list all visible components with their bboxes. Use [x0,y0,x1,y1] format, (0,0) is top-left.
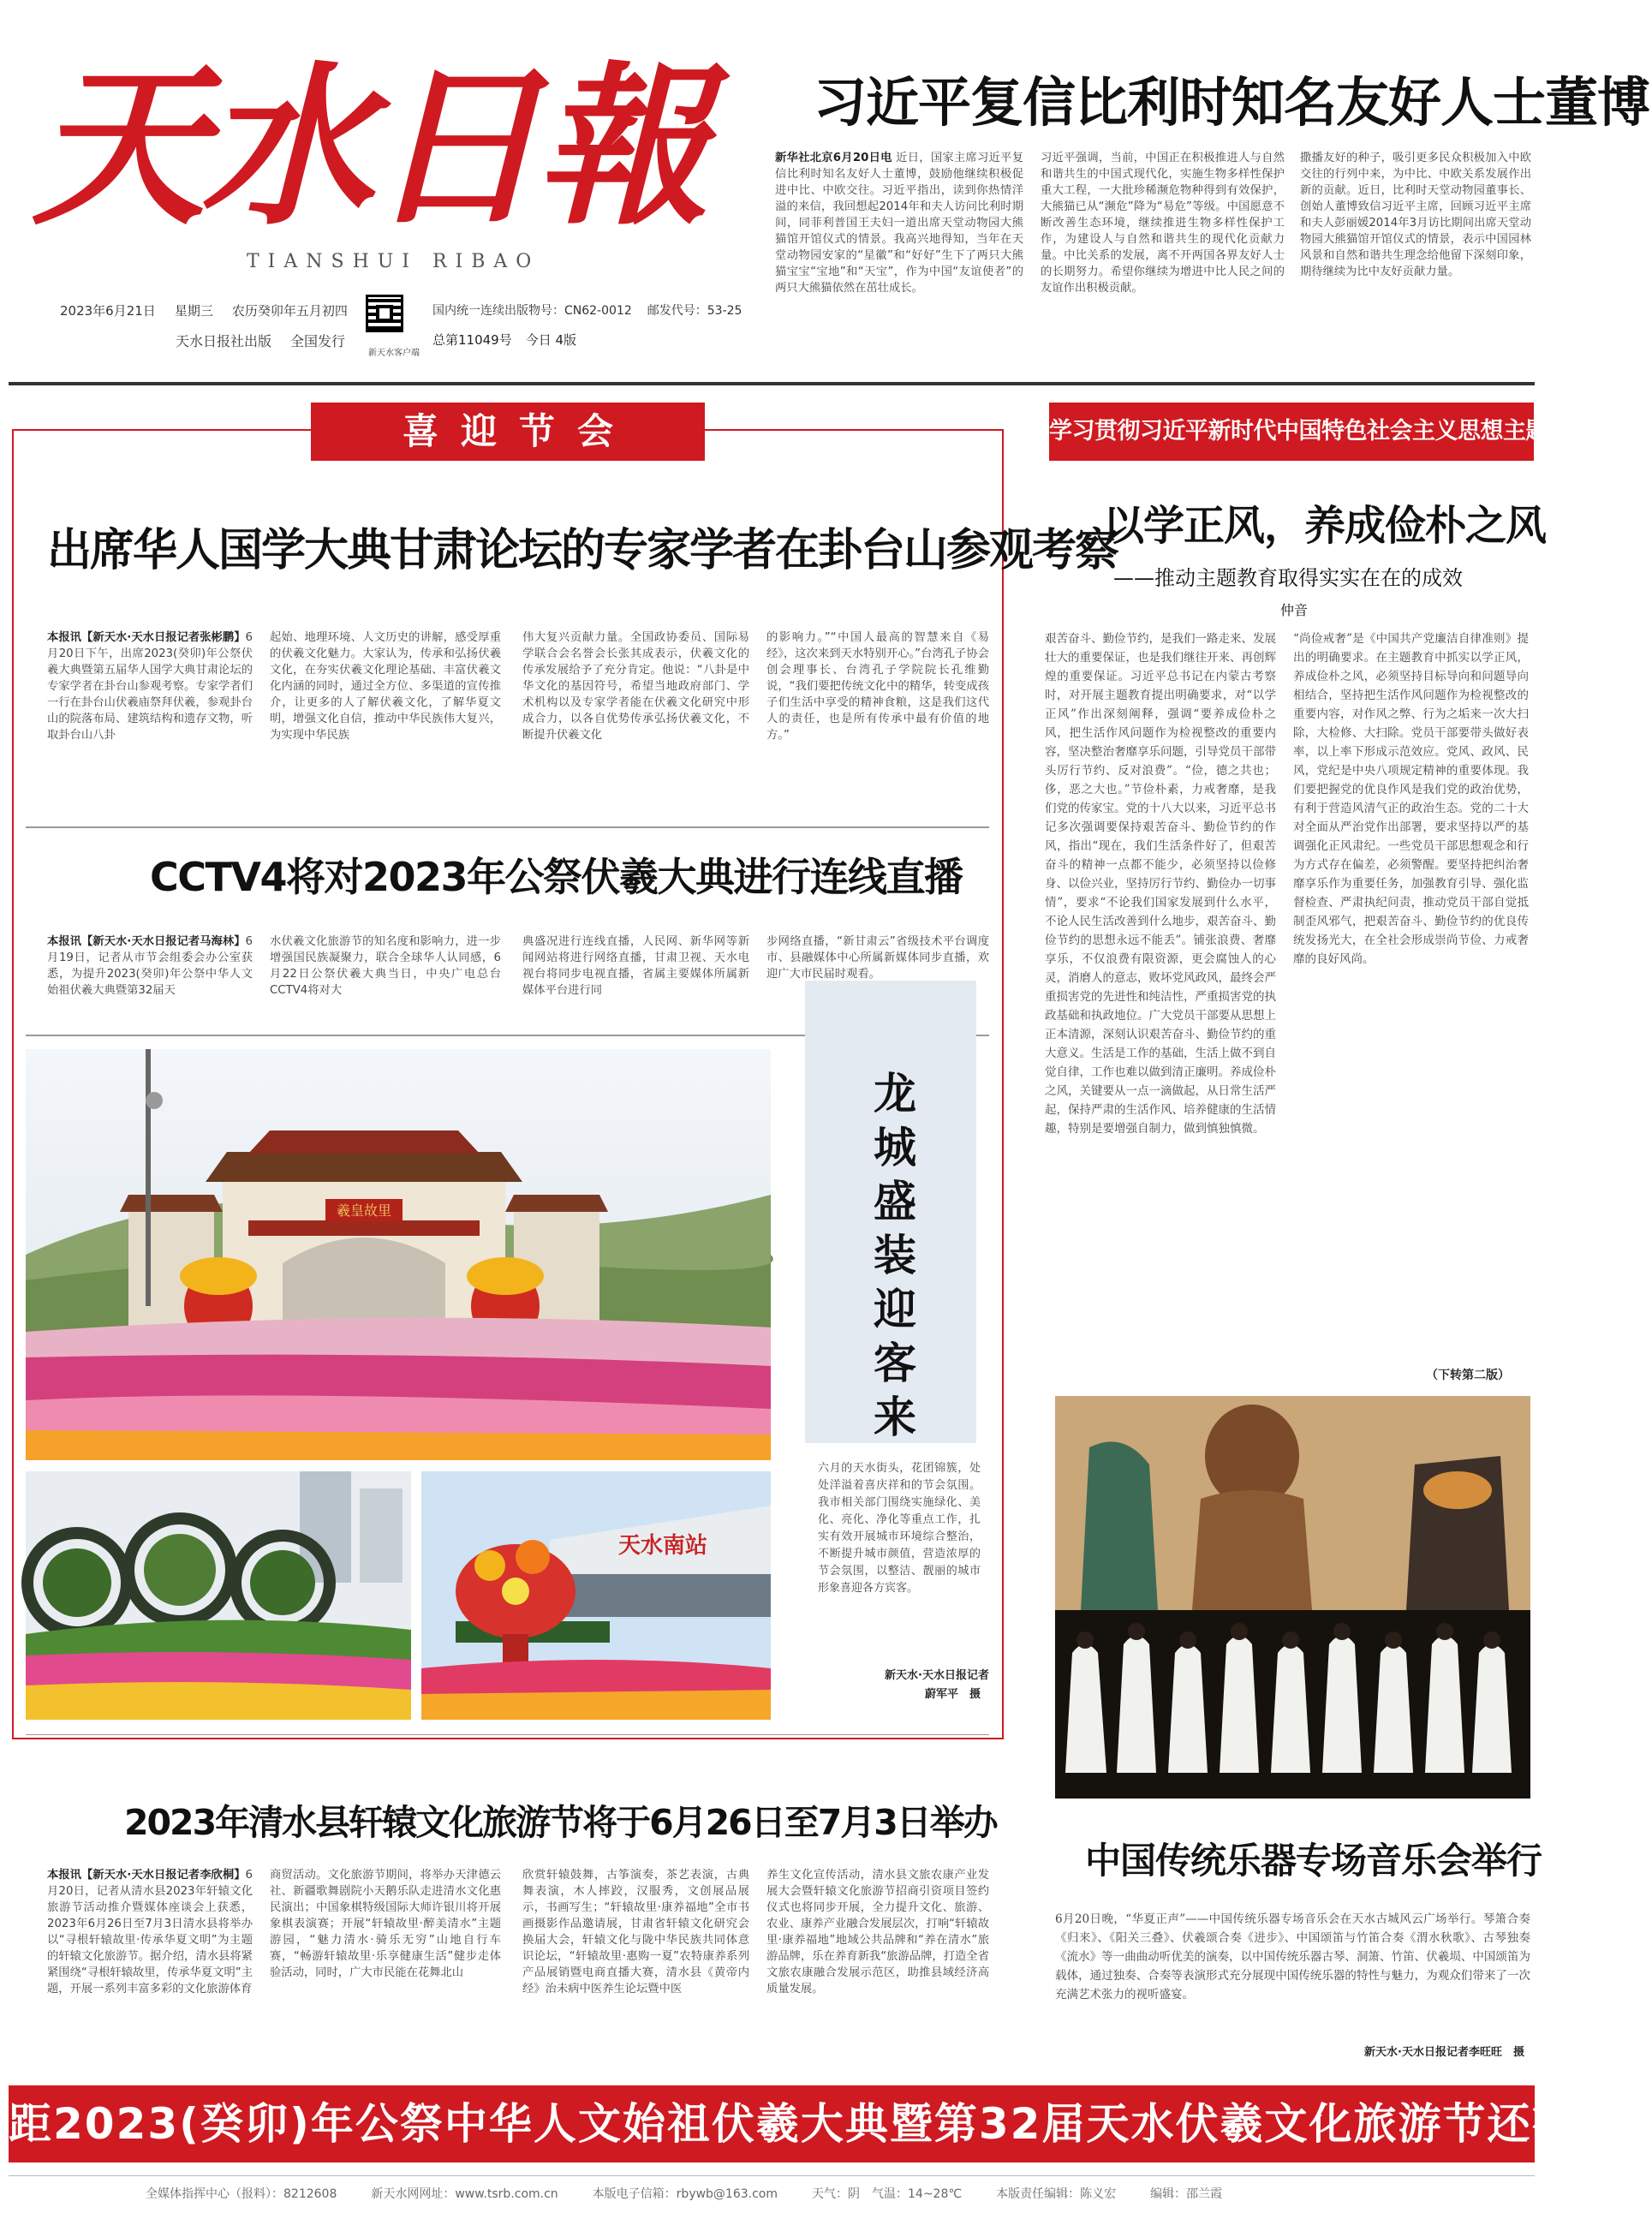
issue-date: 2023年6月21日 [60,303,156,319]
photo-divider [26,1734,989,1735]
story3-col-1-text: 6月20日，记者从清水县2023年轩辕文化旅游节活动推介暨媒体座谈会上获悉，2023年6月26日至7月3日清水县将举办以“寻根轩辕故里·传承华夏文明”为主题的轩辕文化旅游节。据介绍，清水县将紧紧围绕“寻根轩辕故里，传承华夏文明”主题，开展一系列丰富多彩的文化旅游体育 [47,1869,253,1995]
page-count: 今日 4版 [525,332,577,348]
story1-col-2: 起始、地理环境、人文历史的讲解，感受厚重的伏羲文化魅力。大家认为，传承和弘扬伏羲文化，在夯实伏羲文化理论基础、丰富伏羲文化内涵的同时，通过全方位、多渠道的宣传推介，让更多的人了解伏羲文化，了解华夏文明，增强文化自信，推动中华民族伟大复兴，为实现中华民族 [270,631,501,742]
commentary-subhead: ——推动主题教育取得实实在在的成效 [1113,566,1463,590]
story1-divider [26,826,989,828]
masthead-logo: 天水日報 [33,45,704,248]
masthead-divider [9,382,1535,385]
concert-text: 6月20日晚，“华夏正声”——中国传统乐器专场音乐会在天水古城风云广场举行。琴箫合奏《归来》、《阳关三叠》、伏羲颂合奏《进步》、中国颂笛与竹笛合奏《渭水秋歌》、古琴独奏《流水》等一曲曲动听优美的演奏，以中国传统乐器古琴、洞箫、竹笛、伏羲埙、中国颂笛为载体，通过独奏、合奏等表演形式充分展现中国传统乐器的特性与魅力，为观众们带来了一次充满艺术张力的视听盛宴。 [1055,1912,1530,2001]
issn-number: 国内统一连续出版物号：CN62-0012 [432,304,632,318]
station-photo-image [421,1471,771,1720]
story1-col-3: 伟大复兴贡献力量。全国政协委员、国际易学联合会名誉会长张其成表示，伏羲文化的传承发展给予了充分肯定。他说：“八卦是中华文化的基因符号，希望当地政府部门、学术机构以及专家学者能在伏羲文化研究中形成合力，以各自优势传承弘扬伏羲文化，不断提升伏羲文化 [522,631,749,742]
issue-weekday: 星期三 [174,303,213,319]
photo-story-credit-2: 蔚军平 摄 [924,1688,981,1701]
rings-photo-image [26,1471,411,1720]
story1-col-1 [47,629,253,814]
countdown-banner: 距2023(癸卯)年公祭中华人文始祖伏羲大典暨第32届天水伏羲文化旅游节还有1天 [9,2085,1535,2162]
lead-col-3: 撒播友好的种子，吸引更多民众积极加入中欧交往的行列中来，为中比、中欧关系发展作出新的贡献。近日，比利时天堂动物园董事长、创始人董博致信习近平主席，回顾习近平主席和夫人彭丽媛2014年3月访比期间出席天堂动物园大熊猫馆开馆仪式的情景，表示中国园林风景和自然和谐共生理念给他留下深刻印象，期待继续为比中友好贡献力量。 [1300,152,1531,278]
station-photo[interactable] [421,1471,771,1720]
concert-photo[interactable] [1055,1396,1530,1798]
story2-col-1-text: 6月19日，记者从市节会组委会办公室获悉，为提升2023(癸卯)年公祭中华人文始祖伏羲大典暨第32届天 [47,935,253,997]
lead-col-2: 习近平强调，当前，中国正在积极推进人与自然和谐共生的中国式现代化，实施生物多样性保护重大工程，一大批珍稀濒危物种得到有效保护，大熊猫已从“濒危”降为“易危”等级。中国愿意不断改善生态环境，继续推进生物多样性保护工作，为建设人与自然和谐共生的现代化贡献力量。中比关系的发展，离不开两国各界友好人士的长期努力。希望你继续为增进中比人民之间的友谊作出积极贡献。 [1041,152,1285,295]
masthead-dateline [60,301,367,319]
lunar-date: 农历癸卯年五月初四 [231,303,348,319]
rings-photo[interactable] [26,1471,411,1720]
gate-photo[interactable] [26,1049,771,1460]
postal-code: 邮发代号：53-25 [647,304,743,318]
story3-col-1 [47,1867,253,2073]
story1-col-1-text: 6月20日下午，出席2023(癸卯)年公祭伏羲大典暨第五届华人国学大典甘肃论坛的专家学者在卦台山参观考察。专家学者们一行在卦台山伏羲庙祭拜伏羲，参观卦台山的院落布局、建筑结构和遗存文物，听取卦台山八卦 [47,631,253,742]
masthead-pinyin: TIANSHUI RIBAO [247,251,540,272]
concert-photo-image [1055,1396,1530,1798]
theme-education-banner: 学习贯彻习近平新时代中国特色社会主义思想主题教育 [1049,403,1534,461]
footer-email[interactable]: 本版电子信箱：rbywb@163.com [592,2186,778,2201]
lead-col-1 [775,150,1023,364]
footer-editor: 本版责任编辑：陈义宏 [996,2186,1117,2201]
photo-story-title[interactable]: 龙城盛装迎客来 [874,1068,916,1442]
story2-col-4: 步网络直播，“新甘肃云”省级技术平台调度市、县融媒体中心所属新媒体同步直播，欢迎广大市民届时观看。 [766,935,989,981]
distribution-note: 全国发行 [290,333,346,349]
station-sign-text: 天水南站 [618,1533,708,1559]
story2-headline[interactable]: CCTV4将对2023年公祭伏羲大典进行连线直播 [150,854,963,900]
lead-headline[interactable]: 习近平复信比利时知名友好人士董博 [814,71,1650,134]
story1-headline[interactable]: 出席华人国学大典甘肃论坛的专家学者在卦台山参观考察 [47,525,1118,576]
commentary-col-1: 艰苦奋斗、勤俭节约，是我们一路走来、发展壮大的重要保证，也是我们继往开来、再创辉煌的重要保证。习近平总书记在内蒙古考察时，对开展主题教育提出明确要求，对“以学正风”作出深刻阐释，强调“要养成俭朴之风，把生活作风问题作为检视整改的重要内容，坚决整治奢靡享乐问题，引导党员干部带头厉行节约、反对浪费”。“俭，德之共也；侈，恶之大也。”节俭朴素，力戒奢靡，是我们党的传家宝。党的十八大以来，习近平总书记多次强调要保持艰苦奋斗、勤俭节约的作风，指出“现在，我们生活条件好了，但艰苦奋斗的精神一点都不能少，必须坚持以俭修身、以俭兴业，坚持厉行节约、勤俭办一切事情”，要求“不论我们国家发展到什么水平，不论人民生活改善到什么地步，艰苦奋斗、勤俭节约的思想永远不能丢”。铺张浪费、奢靡享乐，不仅浪费有限资源，更会腐蚀人的心灵，消磨人的意志，败坏党风政风，最终会严重损害党的先进性和纯洁性，严重损害党的执政基础和执政地位。广大党员干部要从思想上正本清源，深刻认识艰苦奋斗、勤俭节约的重大意义。生活是工作的基础，生活上做不到自觉自律，工作也难以做到清正廉明。养成俭朴之风，关键要从一点一滴做起，从日常生活严起，保持严肃的生活作风、培养健康的生活情趣，特别是要增强自制力，做到慎独慎微。 [1045,632,1276,1136]
gate-photo-image [26,1049,771,1460]
story2-col-3: 典盛况进行连线直播，人民网、新华网等新闻网站将进行网络直播，甘肃卫视、天水电视台将同步电视直播，省属主要媒体所属新媒体平台进行同 [522,935,749,997]
page-footer [9,2175,1535,2210]
story2-byline: 本报讯【新天水·天水日报记者马海林】 [47,935,246,948]
qr-code-icon[interactable] [366,295,403,332]
story3-col-3: 欣赏轩辕鼓舞，古筝演奏，茶艺表演，古典舞表演，木人摔跤，汉服秀，文创展品展示，书画写生；“轩辕故里·康养福地”全市书画摄影作品邀请展，甘肃省轩辕文化研究会换届大会，轩辕文化与陇中华民族共同体意识论坛，“轩辕故里·惠购一夏”农特康养系列产品展销暨电商直播大赛，清水县《黄帝内经》治未病中医养生论坛暨中医 [522,1869,749,1995]
story2-col-1 [47,934,253,1019]
footer-hotline: 全媒体指挥中心（报料）：8212608 [146,2186,337,2201]
masthead-publisher [176,331,364,350]
gate-plaque-text: 羲皇故里 [336,1202,392,1219]
photo-story-caption: 六月的天水街头，花团锦簇，处处洋溢着喜庆祥和的节会氛围。我市相关部门围绕实施绿化、美化、亮化、净化等重点工作，扎实有效开展城市环境综合整治，不断提升城市颜值，营造浓厚的节会氛围，以整洁、靓丽的城市形象喜迎各方宾客。 [818,1462,981,1595]
story3-byline: 本报讯【新天水·天水日报记者李欣桐】 [47,1869,246,1882]
masthead-issn [432,301,757,319]
story3-col-2: 商贸活动。文化旅游节期间，将举办天津德云社、新疆歌舞剧院小天鹅乐队走进清水文化惠民演出；中国象棋特级国际大师许银川将开展象棋表演赛；开展“轩辕故里·醉美清水”主题游园，“魅力清水·骑乐无穷”山地自行车赛，“畅游轩辕故里·乐享健康生活”健步走体验活动，同时，广大市民能在花舞北山 [270,1869,501,1979]
lead-dateline: 新华社北京6月20日电 [775,152,892,164]
story3-col-4: 养生文化宣传活动，清水县文旅农康产业发展大会暨轩辕文化旅游节招商引资项目签约仪式也将同步开展，全力提升文化、旅游、农业、康养产业融合发展层次，打响“轩辕故里·康养福地”地域公共品牌和“养在清水”旅游品牌，乐在养育新我“旅游品牌，打造全省文旅农康融合发展示范区，助推县域经济高质量发展。 [766,1869,989,1995]
story2-col-2: 水伏羲文化旅游节的知名度和影响力，进一步增强国民族凝聚力，联合全球华人认同感，6月22日公祭伏羲大典当日，中央广电总台CCTV4将对大 [270,935,501,997]
story3-headline[interactable]: 2023年清水县轩辕文化旅游节将于6月26日至7月3日举办 [124,1802,997,1843]
footer-weather: 天气：阴 气温：14~28℃ [812,2186,963,2201]
footer-layout-editor: 编辑：邵兰霞 [1150,2186,1223,2201]
story1-col-4: 的影响力。”“中国人最高的智慧来自《易经》，这次来到天水特别开心。”台湾孔子协会创会理事长、台湾孔子学院院长孔维勤说，“我们要把传统文化中的精华，转变成孩子们生活中享受的精神食粮，这是我们这代人的责任，也是所有传承中最有价值的地方。” [766,631,989,742]
photo-story-credit-1: 新天水·天水日报记者 [885,1669,989,1682]
festival-banner: 喜迎节会 [311,403,705,461]
continued-note[interactable]: （下转第二版） [1426,1369,1510,1382]
publisher-name: 天水日报社出版 [176,333,272,349]
commentary-author: 仲音 [1280,602,1309,618]
lead-col-1-text: 近日，国家主席习近平复信比利时知名友好人士董博，鼓励他继续积极促进中比、中欧交往。习近平指出，读到你热情洋溢的来信，我回想起2014年和夫人访问比利时期间，同菲利普国王夫妇一道出席天堂动物园大熊猫馆开馆仪式的情景。我高兴地得知，当年在天堂动物园安家的“星徽”和“好好”生下了两只大熊猫宝宝“宝地”和“天宝”，作为中国“友谊使者”的两只大熊猫依然在茁壮成长。 [775,152,1023,295]
story1-byline: 本报讯【新天水·天水日报记者张彬鹏】 [47,631,246,644]
commentary-headline[interactable]: 以学正风，养成俭朴之风 [1103,502,1547,550]
masthead-issue [432,331,590,349]
footer-website[interactable]: 新天水网网址：www.tsrb.com.cn [371,2186,558,2201]
issue-number: 总第11049号 [432,332,512,348]
concert-headline[interactable]: 中国传统乐器专场音乐会举行 [1085,1840,1542,1882]
qr-caption: 新天水客户端 [368,349,420,358]
commentary-col-2: “尚俭戒奢”是《中国共产党廉洁自律准则》提出的明确要求。在主题教育中抓实以学正风，养成俭朴之风，必须坚持目标导向和问题导向相结合，坚持把生活作风问题作为检视整改的重要内容，对作风之弊、行为之垢来一次大扫除，大检修、大扫除。党员干部要带头做好表率，以上率下形成示范效应。党风、政风、民风，党纪是中央八项规定精神的重要体现。我们要把握党的优良作风是我们党的政治优势，有利于营造风清气正的政治生态。党的二十大对全面从严治党作出部署，要求坚持以严的基调强化正风肃纪。一些党员干部思想观念和行为方式存在偏差，必须警醒。要坚持把纠治奢靡享乐作为重要任务，加强教育引导、强化监督检查、严肃执纪问责，推动党员干部自觉抵制歪风邪气，把艰苦奋斗、勤俭节约的优良传统发扬光大，在全社会形成崇尚节俭、力戒奢靡的良好风尚。 [1293,632,1529,966]
concert-credit: 新天水·天水日报记者李旺旺 摄 [1364,2046,1524,2059]
